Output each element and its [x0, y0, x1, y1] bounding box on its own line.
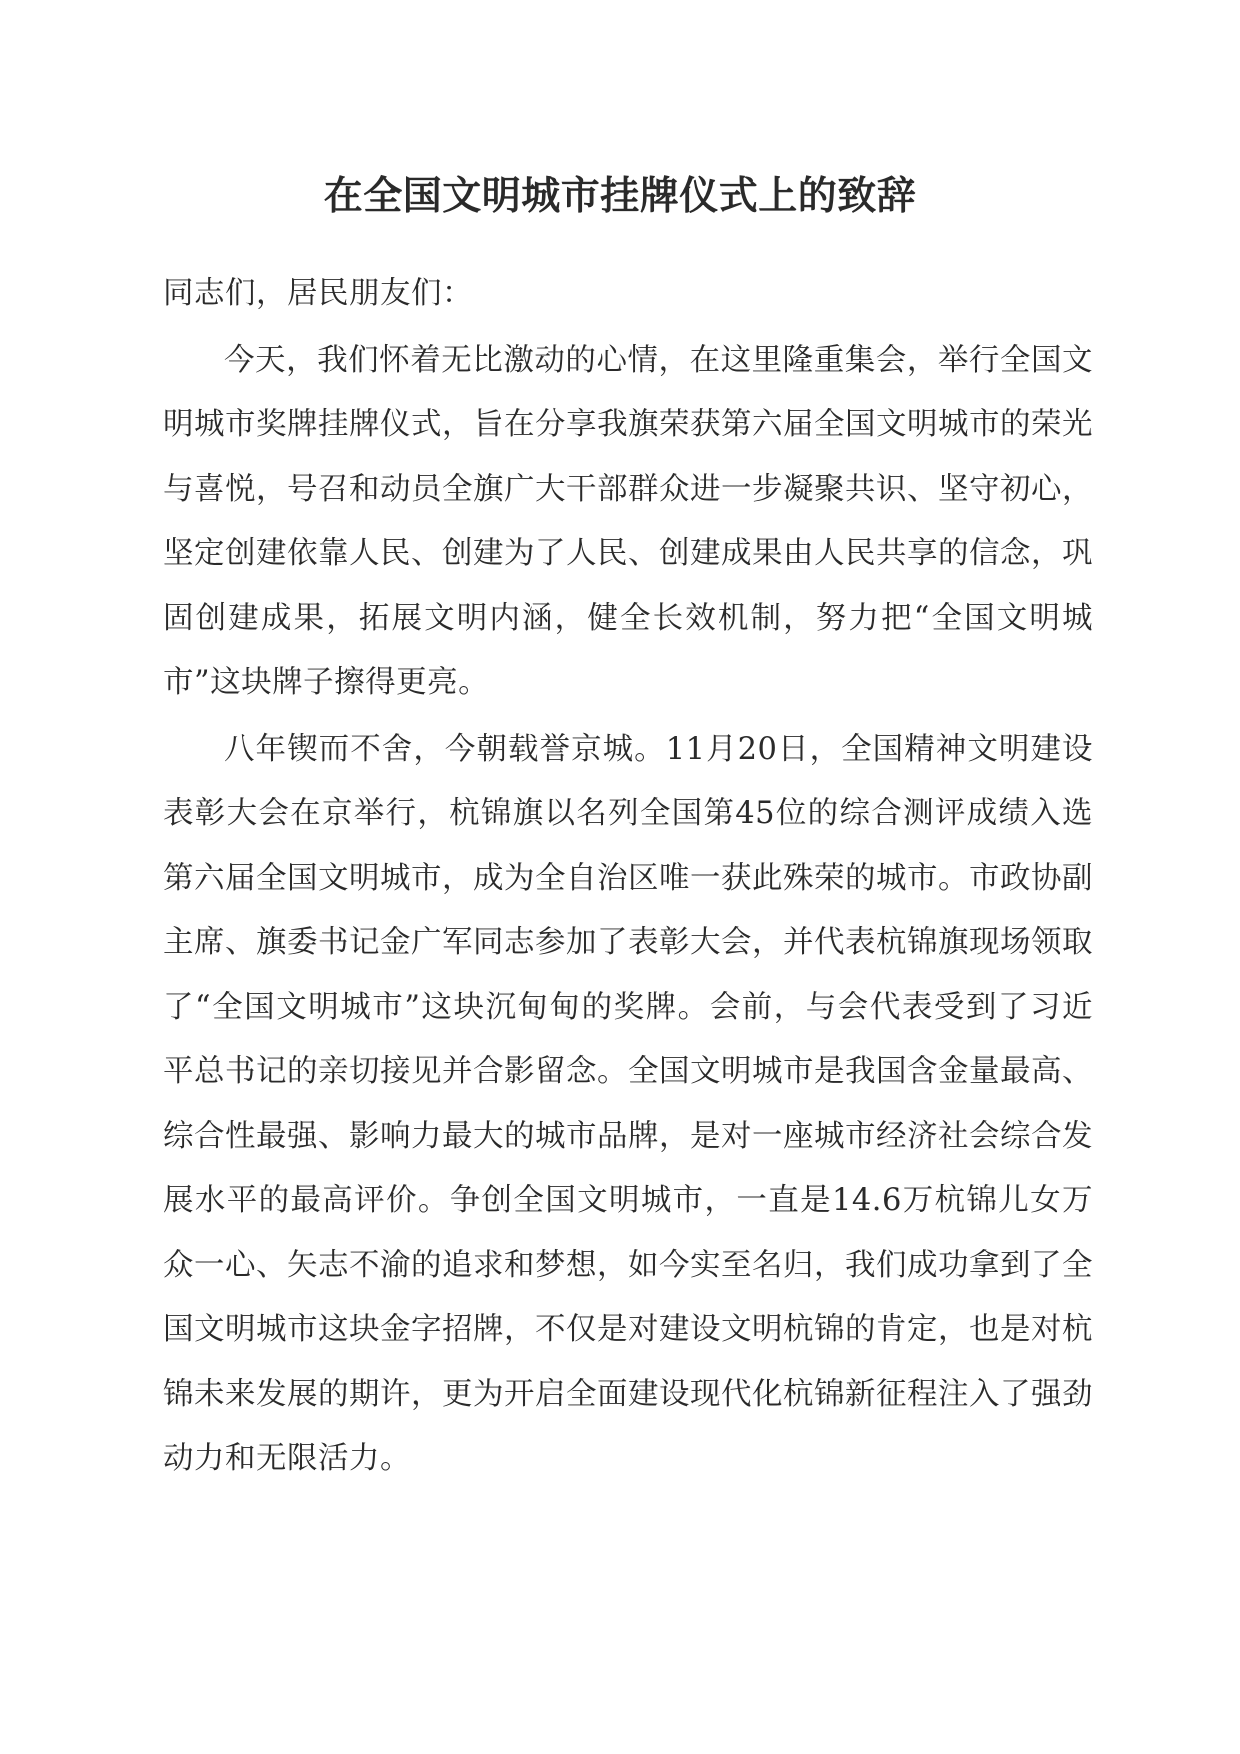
paragraph-2: 八年锲而不舍，今朝载誉京城。11月20日，全国精神文明建设表彰大会在京举行，杭锦旗以名列全国第45位的综合测评成绩入选第六届全国文明城市，成为全自治区唯一获此殊荣的城市。市政协副主席、旗委书记金广军同志参加了表彰大会，并代表杭锦旗现场领取了“全国文明城市”这块沉甸甸的奖牌。会前，与会代表受到了习近平总书记的亲切接见并合影留念。全国文明城市是我国含金量最高、综合性最强、影响力最大的城市品牌，是对一座城市经济社会综合发展水平的最高评价。争创全国文明城市，一直是14.6万杭锦儿女万众一心、矢志不渝的追求和梦想，如今实至名归，我们成功拿到了全国文明城市这块金字招牌，不仅是对建设文明杭锦的肯定，也是对杭锦未来发展的期许，更为开启全面建设现代化杭锦新征程注入了强劲动力和无限活力。: [163, 731, 1093, 1476]
paragraph-1: 今天，我们怀着无比激动的心情，在这里隆重集会，举行全国文明城市奖牌挂牌仪式，旨在分享我旗荣获第六届全国文明城市的荣光与喜悦，号召和动员全旗广大干部群众进一步凝聚共识、坚守初心，坚定创建依靠人民、创建为了人民、创建成果由人民共享的信念，巩固创建成果，拓展文明内涵，健全长效机制，努力把“全国文明城市”这块牌子擦得更亮。: [163, 342, 1093, 700]
document-body: [163, 262, 1093, 1494]
document-title: 在全国文明城市挂牌仪式上的致辞: [323, 173, 917, 219]
salutation: 同志们，居民朋友们：: [163, 276, 473, 311]
